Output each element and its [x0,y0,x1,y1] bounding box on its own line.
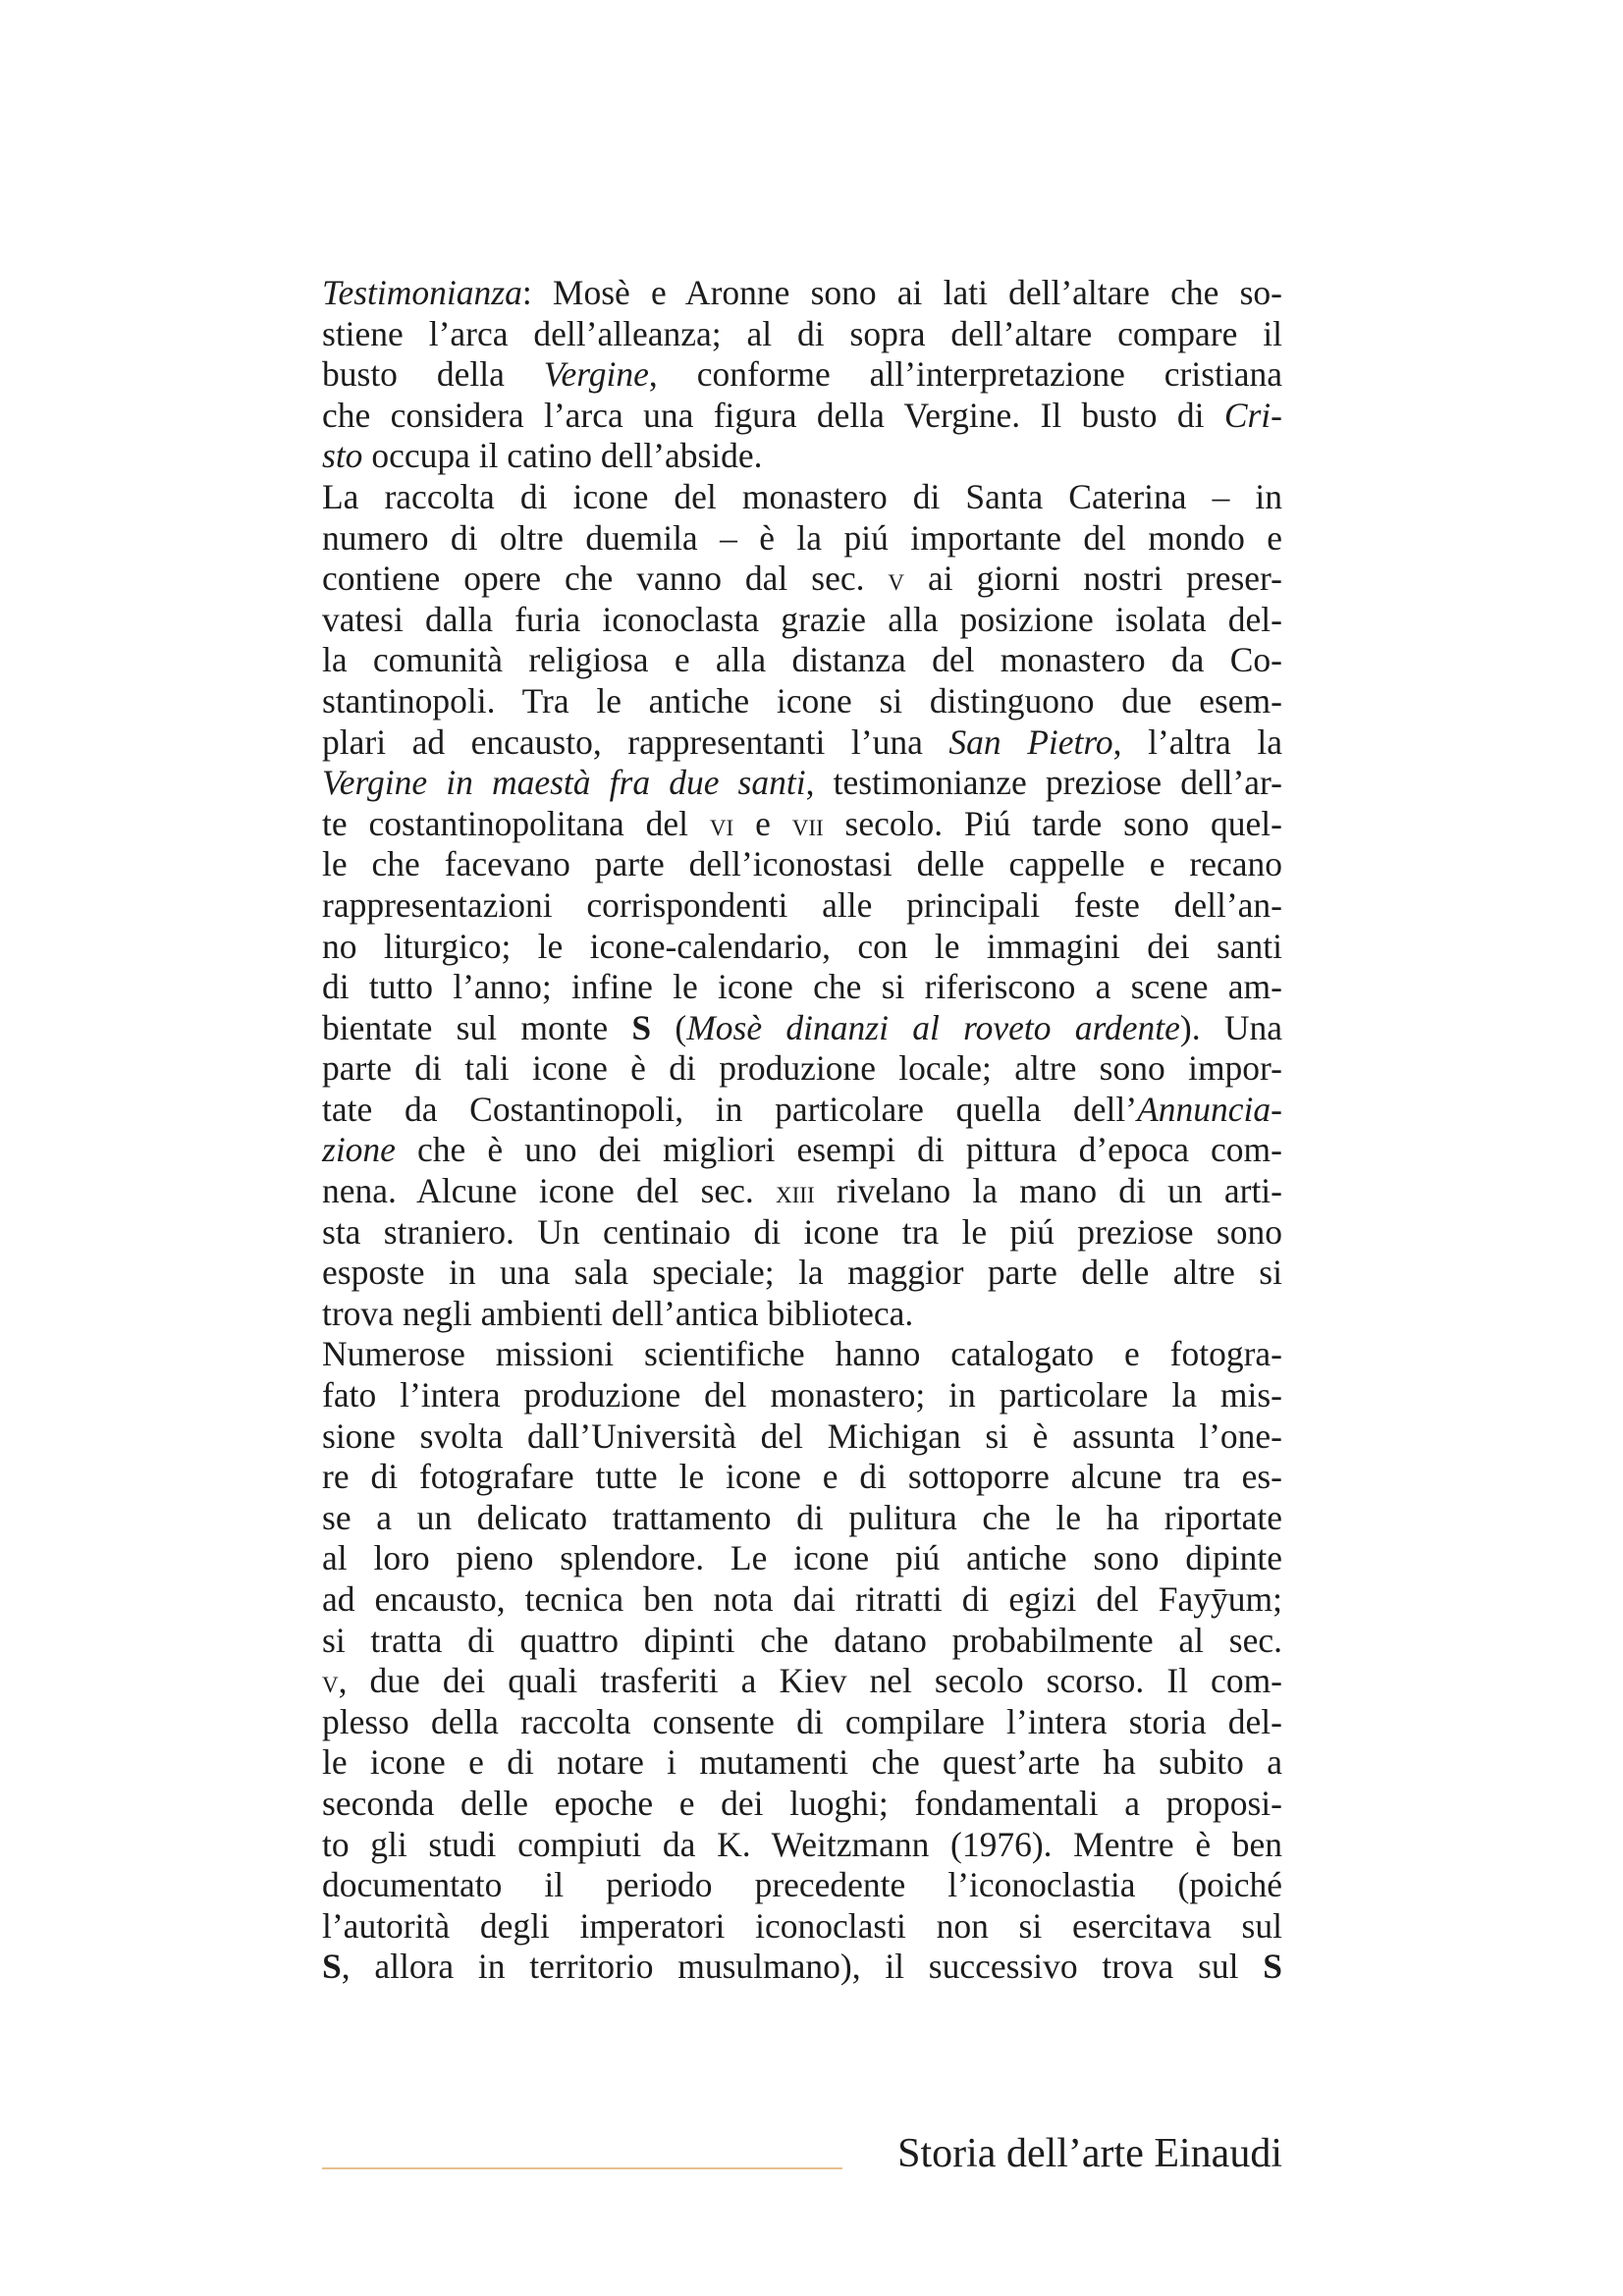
text-segment: la comunità religiosa e alla distanza del monastero da Co- [322,640,1282,680]
text-segment: se a un delicato trattamento di pulitura che le ha riportate [322,1497,1282,1537]
body-text [322,273,1282,1988]
text-segment: nena. Alcune icone del sec. [322,1171,777,1211]
text-line [322,1825,1282,1866]
italic-text: San Pietro [948,721,1113,762]
text-line [322,1294,1282,1335]
italic-text: zione [322,1130,396,1170]
small-caps-text: xiii [776,1175,815,1211]
text-line [322,1457,1282,1498]
italic-text: Cri- [1223,395,1282,435]
text-segment: le icone e di notare i mutamenti che quest’arte ha subito a [322,1742,1282,1783]
text-segment: no liturgico; le icone-calendario, con le immagini dei santi [322,926,1282,966]
text-segment: ai giorni nostri preser- [904,559,1282,599]
text-line [322,1334,1282,1375]
text-segment: te costantinopolitana del [322,803,710,843]
text-segment: seconda delle epoche e dei luoghi; fondamentali a proposi- [322,1783,1282,1823]
text-line [322,1784,1282,1825]
text-line [322,763,1282,804]
text-segment: stantinopoli. Tra le antiche icone si distinguono due esem- [322,680,1282,721]
text-segment: , allora in territorio musulmano), il successivo trova sul [341,1947,1264,1987]
text-line [322,844,1282,885]
italic-text: Vergine in maestà fra due santi [322,763,806,803]
italic-text: sto [322,436,363,476]
text-line [322,1906,1282,1948]
text-segment: vatesi dalla furia iconoclasta grazie alla posizione isolata del- [322,599,1282,639]
text-line [322,1702,1282,1743]
text-line [322,681,1282,722]
text-segment: plari ad encausto, rappresentanti l’una [322,721,949,762]
text-segment: ). Una [1179,1007,1283,1047]
text-segment: Numerose missioni scientifiche hanno catalogato e fotogra- [322,1334,1282,1374]
text-line [322,1253,1282,1294]
text-segment: , testimonianze preziose dell’ar- [805,763,1282,803]
text-segment: si tratta di quattro dipinti che datano probabilmente al sec. [322,1620,1282,1660]
text-line [322,314,1282,355]
text-line [322,1090,1282,1131]
text-segment: rappresentazioni corrispondenti alle principali feste dell’an- [322,884,1282,925]
text-segment: trova negli ambienti dell’antica biblioteca. [322,1293,914,1333]
text-line [322,967,1282,1008]
text-segment: di tutto l’anno; infine le icone che si riferiscono a scene am- [322,967,1282,1007]
small-caps-text: v [322,1665,339,1701]
text-segment: ( [651,1007,687,1047]
text-segment: fato l’intera produzione del monastero; in particolare la mis- [322,1375,1282,1415]
text-segment: rivelano la mano di un arti- [814,1171,1282,1211]
text-segment: stiene l’arca dell’alleanza; al di sopra dell’altare compare il [322,313,1282,353]
text-line [322,804,1282,845]
text-segment: : Mosè e Aronne sono ai lati dell’altare che so- [521,273,1282,312]
text-line [322,1375,1282,1416]
text-line [322,396,1282,437]
bold-text: S [631,1007,652,1047]
text-line [322,559,1282,600]
text-line [322,640,1282,681]
text-segment: le che facevano parte dell’iconostasi delle cappelle e recano [322,844,1282,884]
text-segment: che considera l’arca una figura della Vergine. Il busto di [322,395,1224,435]
text-line [322,885,1282,927]
text-segment: sta straniero. Un centinaio di icone tra le piú preziose sono [322,1211,1282,1252]
text-segment: esposte in una sala speciale; la maggior parte delle altre si [322,1253,1282,1293]
text-line [322,1865,1282,1906]
small-caps-text: vii [791,807,824,843]
text-segment: tate da Costantinopoli, in particolare quella dell’ [322,1089,1138,1129]
text-line [322,1947,1282,1988]
text-segment: che è uno dei migliori esempi di pittura d’epoca com- [395,1130,1282,1170]
text-segment: e [733,803,792,843]
text-line [322,600,1282,641]
footer-rule [322,2167,842,2169]
italic-text: Mosè dinanzi al roveto ardente [686,1007,1180,1047]
text-segment: parte di tali icone è di produzione locale; altre sono impor- [322,1048,1282,1089]
text-line [322,477,1282,518]
text-segment: secolo. Piú tarde sono quel- [823,803,1282,843]
small-caps-text: vi [709,807,734,843]
text-segment: ad encausto, tecnica ben nota dai ritratti di egizi del Fayȳum; [322,1579,1282,1619]
text-line [322,436,1282,477]
italic-text: Vergine [543,354,649,395]
text-segment: sione svolta dall’Università del Michigan si è assunta l’one- [322,1415,1282,1456]
text-line [322,1621,1282,1662]
text-line [322,1212,1282,1254]
text-segment: , l’altra la [1112,721,1282,762]
italic-text: Annuncia- [1137,1089,1282,1129]
bold-text: S [322,1947,342,1987]
text-segment: bientate sul monte [322,1007,632,1047]
text-line [322,1130,1282,1171]
text-segment: to gli studi compiuti da K. Weitzmann (1976). Mentre è ben [322,1824,1282,1864]
text-line [322,1538,1282,1579]
text-line [322,354,1282,396]
text-line [322,1742,1282,1784]
text-line [322,1008,1282,1049]
text-line [322,1498,1282,1539]
text-line [322,1416,1282,1458]
text-segment: , conforme all’interpretazione cristiana [648,354,1283,395]
text-segment: , due dei quali trasferiti a Kiev nel secolo scorso. Il com- [338,1661,1282,1701]
text-segment: l’autorità degli imperatori iconoclasti non si esercitava sul [322,1905,1282,1946]
text-line [322,1171,1282,1212]
text-line [322,1579,1282,1621]
text-segment: documentato il periodo precedente l’iconoclastia (poiché [322,1865,1282,1905]
text-segment: al loro pieno splendore. Le icone piú antiche sono dipinte [322,1538,1282,1578]
text-segment: busto della [322,354,544,395]
text-segment: contiene opere che vanno dal sec. [322,559,889,599]
text-segment: occupa il catino dell’abside. [362,436,763,476]
text-segment: plesso della raccolta consente di compilare l’intera storia del- [322,1701,1282,1741]
bold-text: S [1263,1947,1282,1987]
text-line [322,722,1282,764]
text-line [322,1048,1282,1090]
text-line [322,518,1282,560]
text-line [322,273,1282,314]
text-line [322,927,1282,968]
text-segment: re di fotografare tutte le icone e di sottoporre alcune tra es- [322,1457,1282,1497]
small-caps-text: v [888,562,905,599]
text-line [322,1661,1282,1702]
text-segment: La raccolta di icone del monastero di Santa Caterina – in [322,476,1282,516]
footer-title: Storia dell’arte Einaudi [897,2131,1282,2176]
text-segment: numero di oltre duemila – è la piú importante del mondo e [322,517,1282,558]
italic-text: Testimonianza [322,273,522,312]
